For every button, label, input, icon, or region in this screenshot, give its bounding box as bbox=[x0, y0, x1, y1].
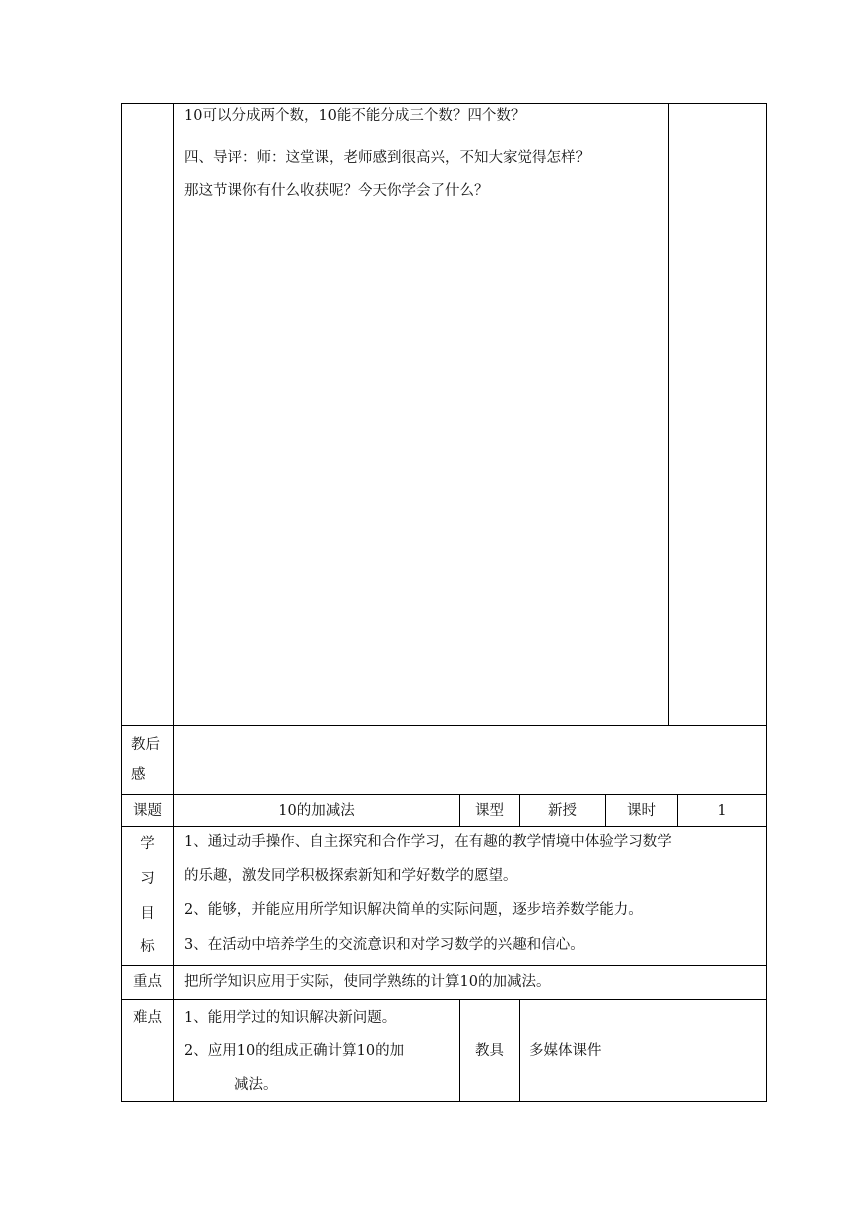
tools-value: 多媒体课件 bbox=[529, 1043, 602, 1059]
period-value: 1 bbox=[717, 803, 727, 819]
rule-label-column bbox=[173, 103, 174, 1102]
objective-1-line-2: 的乐趣，激发同学积极探索新知和学好数学的愿望。 bbox=[184, 868, 518, 884]
rule-difficulty-2 bbox=[519, 999, 520, 1102]
topic-value: 10的加减法 bbox=[278, 803, 355, 819]
key-point-label: 重点 bbox=[133, 974, 162, 990]
key-point-text: 把所学知识应用于实际，使同学熟练的计算10的加减法。 bbox=[184, 974, 551, 990]
tools-label: 教具 bbox=[475, 1043, 504, 1059]
difficulty-item-2-line-2: 减法。 bbox=[234, 1077, 278, 1093]
top-section-line-2: 四、导评：师：这堂课，老师感到很高兴，不知大家觉得怎样？ bbox=[184, 150, 590, 166]
objectives-label-char-2: 习 bbox=[140, 871, 155, 887]
topic-label: 课题 bbox=[133, 803, 162, 819]
objective-1-line-1: 1、通过动手操作、自主探究和合作学习，在有趣的教学情境中体验学习数学 bbox=[184, 834, 672, 850]
objectives-label-char-3: 目 bbox=[140, 906, 155, 922]
rule-after-reflection bbox=[121, 794, 767, 795]
rule-after-top-section bbox=[121, 725, 767, 726]
reflection-label-line-2: 感 bbox=[131, 767, 146, 783]
rule-top-section-right bbox=[668, 103, 669, 726]
rule-right bbox=[766, 103, 767, 1102]
top-section-line-1: 10可以分成两个数，10能不能分成三个数？四个数？ bbox=[184, 108, 526, 124]
type-label: 课型 bbox=[475, 803, 504, 819]
difficulty-label: 难点 bbox=[133, 1010, 162, 1026]
rule-after-objectives bbox=[121, 965, 767, 966]
difficulty-item-1: 1、能用学过的知识解决新问题。 bbox=[184, 1010, 397, 1026]
type-value: 新授 bbox=[548, 803, 577, 819]
rule-after-lesson-row bbox=[121, 826, 767, 827]
top-section-line-3: 那这节课你有什么收获呢？今天你学会了什么？ bbox=[184, 183, 489, 199]
period-label: 课时 bbox=[627, 803, 656, 819]
rule-top bbox=[121, 103, 767, 104]
reflection-label-line-1: 教后 bbox=[131, 737, 160, 753]
objectives-label-char-4: 标 bbox=[140, 939, 155, 955]
objectives-label-char-1: 学 bbox=[140, 836, 155, 852]
rule-bottom bbox=[121, 1101, 767, 1102]
difficulty-item-2-line-1: 2、应用10的组成正确计算10的加 bbox=[184, 1043, 405, 1059]
rule-after-key-point bbox=[121, 999, 767, 1000]
objective-3: 3、在活动中培养学生的交流意识和对学习数学的兴趣和信心。 bbox=[184, 937, 585, 953]
objective-2: 2、能够，并能应用所学知识解决简单的实际问题，逐步培养数学能力。 bbox=[184, 902, 643, 918]
